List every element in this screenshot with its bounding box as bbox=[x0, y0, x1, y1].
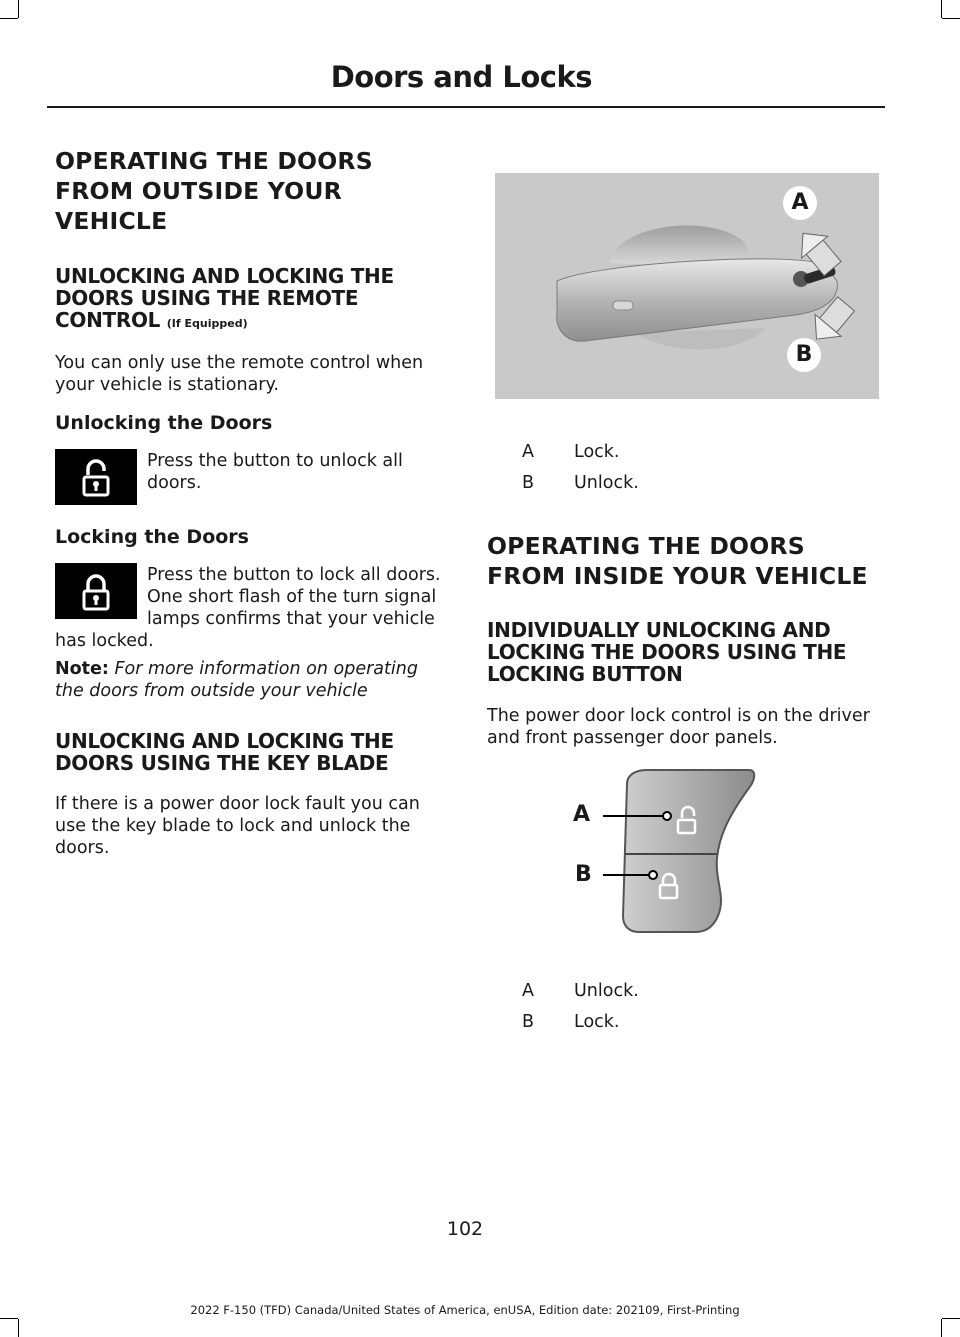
note-label: Note: bbox=[55, 659, 109, 679]
door-handle-illustration bbox=[495, 173, 879, 399]
section-title-line: VEHICLE bbox=[55, 207, 168, 235]
legend-letter: A bbox=[522, 442, 534, 462]
legend-text: Lock. bbox=[574, 1012, 620, 1032]
left-column bbox=[55, 146, 450, 236]
section-title-line: OPERATING THE DOORS bbox=[55, 147, 373, 175]
remote-heading-line: UNLOCKING AND LOCKING THE bbox=[55, 264, 394, 288]
legend-text: Lock. bbox=[574, 442, 620, 462]
crop-mark bbox=[941, 1319, 942, 1337]
button-heading-line: LOCKING THE DOORS USING THE bbox=[487, 640, 847, 664]
remote-heading-line: CONTROL bbox=[55, 308, 161, 332]
section-title-line: FROM INSIDE YOUR VEHICLE bbox=[487, 562, 868, 590]
legend-letter: B bbox=[522, 1012, 535, 1032]
key-blade-text: If there is a power door lock fault you can use the key blade to lock and unlock the doors. bbox=[55, 794, 420, 858]
crop-mark bbox=[941, 0, 942, 18]
callout-a-label: A bbox=[791, 190, 809, 215]
locking-button-text: The power door lock control is on the driver and front passenger door panels. bbox=[487, 706, 870, 748]
legend-text: Unlock. bbox=[574, 473, 639, 493]
locking-button-heading bbox=[487, 619, 887, 685]
crop-mark bbox=[942, 1318, 960, 1319]
section-title-line: FROM OUTSIDE YOUR bbox=[55, 177, 342, 205]
remote-heading-line: DOORS USING THE REMOTE bbox=[55, 286, 359, 310]
legend-text: Unlock. bbox=[574, 981, 639, 1001]
unlock-padlock-icon bbox=[55, 449, 137, 505]
icon-spacer bbox=[55, 564, 147, 620]
section-title-line: OPERATING THE DOORS bbox=[487, 532, 805, 560]
header-divider bbox=[47, 106, 885, 108]
key-heading-line: UNLOCKING AND LOCKING THE bbox=[55, 729, 394, 753]
crop-mark bbox=[18, 0, 19, 18]
legend-letter: B bbox=[522, 473, 535, 493]
edition-footer: 2022 F-150 (TFD) Canada/United States of America, enUSA, Edition date: 202109, First-Printing bbox=[190, 1303, 740, 1317]
crop-mark bbox=[18, 1319, 19, 1337]
unlocking-text: Press the button to unlock all doors. bbox=[147, 451, 403, 493]
note-paragraph bbox=[55, 658, 450, 702]
note-text: For more information on operating the doors from outside your vehicle bbox=[55, 659, 418, 701]
key-blade-heading bbox=[55, 730, 455, 774]
legend-letter: A bbox=[522, 981, 534, 1001]
locking-text: Press the button to lock all doors. One short flash of the turn signal lamps confirms that your vehicle has locked. bbox=[55, 565, 441, 651]
callout-b-label: B bbox=[795, 342, 813, 367]
section-title-outside bbox=[55, 146, 450, 236]
crop-mark bbox=[942, 18, 960, 19]
locking-heading: Locking the Doors bbox=[55, 526, 249, 548]
page-number: 102 bbox=[446, 1218, 484, 1240]
key-heading-line: DOORS USING THE KEY BLADE bbox=[55, 751, 389, 775]
remote-intro-text: You can only use the remote control when your vehicle is stationary. bbox=[55, 353, 424, 395]
section-title-inside bbox=[487, 531, 882, 591]
button-heading-line: INDIVIDUALLY UNLOCKING AND bbox=[487, 618, 831, 642]
if-equipped-label: (If Equipped) bbox=[166, 317, 248, 330]
callout-b-label: B bbox=[575, 862, 592, 887]
page-header-title: Doors and Locks bbox=[330, 60, 592, 94]
crop-mark bbox=[0, 18, 18, 19]
locking-text-wrapper bbox=[55, 564, 450, 652]
remote-heading bbox=[55, 265, 455, 335]
unlocking-heading: Unlocking the Doors bbox=[55, 412, 273, 434]
button-heading-line: LOCKING BUTTON bbox=[487, 662, 683, 686]
crop-mark bbox=[0, 1318, 18, 1319]
callout-a-label: A bbox=[573, 802, 591, 827]
door-lock-switch-illustration bbox=[567, 768, 767, 938]
